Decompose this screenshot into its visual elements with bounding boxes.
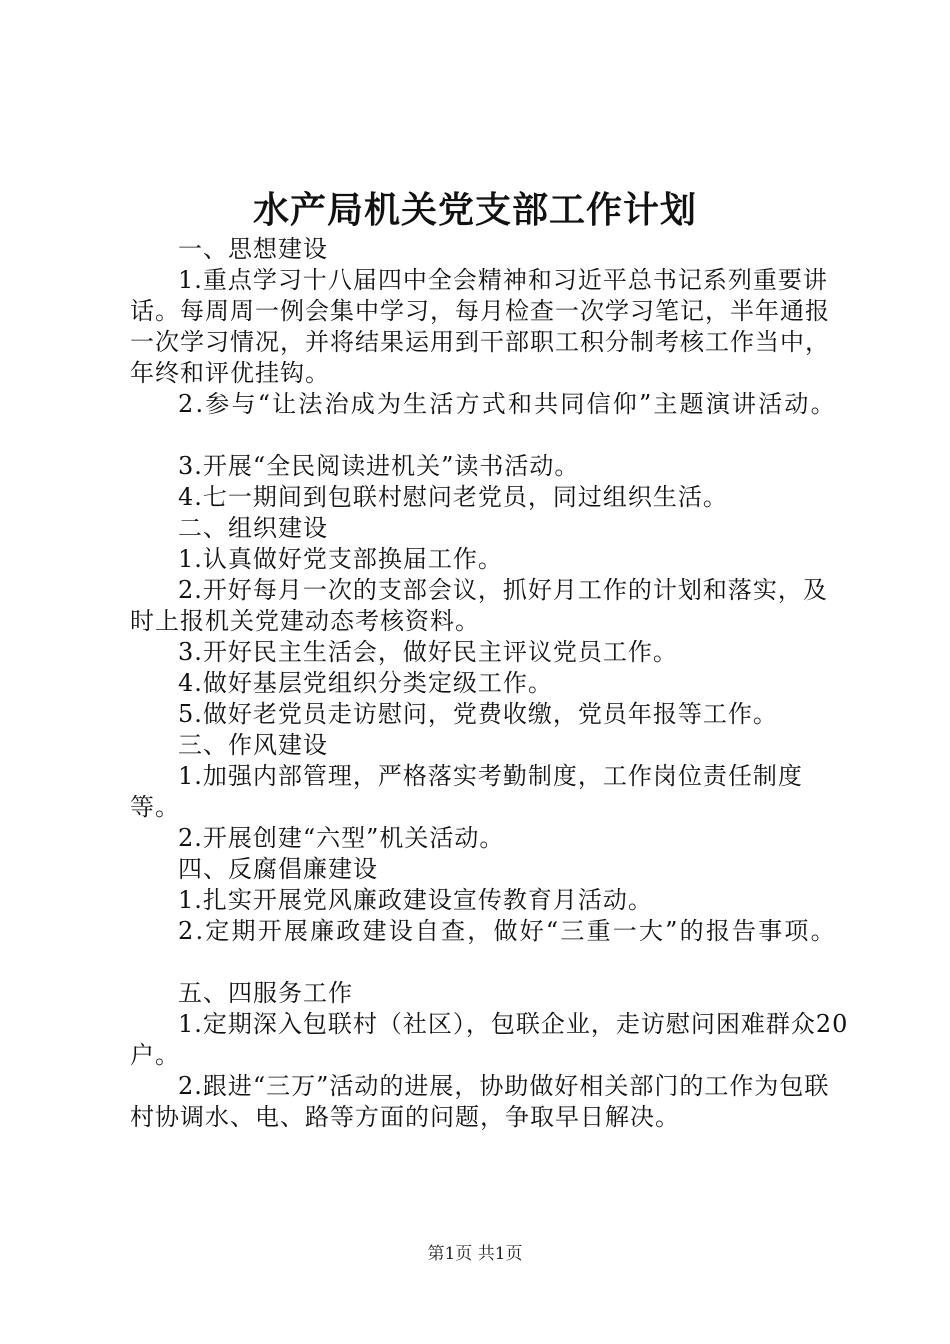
paragraph-six-types: 2.开展创建“六型”机关活动。 <box>178 824 505 852</box>
paragraph-reading-activity: 3.开展“全民阅读进机关”读书活动。 <box>178 452 580 480</box>
paragraph-democratic-life: 3.开好民主生活会，做好民主评议党员工作。 <box>178 638 678 666</box>
document-title: 水产局机关党支部工作计划 <box>252 189 697 231</box>
section-heading-thought: 一、思想建设 <box>178 235 328 263</box>
document-body <box>130 234 850 1133</box>
page-number: 第1页 共1页 <box>427 1244 523 1264</box>
section-heading-organization: 二、组织建设 <box>178 514 328 542</box>
paragraph-grading: 4.做好基层党组织分类定级工作。 <box>178 669 553 697</box>
paragraph-monthly-meeting: 2.开好每月一次的支部会议，抓好月工作的计划和落实，及时上报机关党建动态考核资料。 <box>130 576 828 635</box>
section-heading-style: 三、作风建设 <box>178 731 328 759</box>
paragraph-election: 1.认真做好党支部换届工作。 <box>178 545 503 573</box>
paragraph-speech-activity: 2.参与“让法治成为生活方式和共同信仰”主题演讲活动。 <box>178 390 837 418</box>
paragraph-education-month: 1.扎实开展党风廉政建设宣传教育月活动。 <box>178 886 653 914</box>
paragraph-study: 1.重点学习十八届四中全会精神和习近平总书记系列重要讲话。每周周一例会集中学习，每月检查一次学习笔记，半年通报一次学习情况，并将结果运用到干部职工积分制考核工作当中，年终和评优挂钩。 <box>130 266 830 387</box>
paragraph-self-check: 2.定期开展廉政建设自查，做好“三重一大”的报告事项。 <box>178 917 837 945</box>
paragraph-management: 1.加强内部管理，严格落实考勤制度，工作岗位责任制度等。 <box>130 762 803 821</box>
paragraph-follow-up: 2.跟进“三万”活动的进展，协助做好相关部门的工作为包联村协调水、电、路等方面的问题，争取早日解决。 <box>130 1072 830 1131</box>
paragraph-july-first: 4.七一期间到包联村慰问老党员，同过组织生活。 <box>178 483 728 511</box>
paragraph-visit-households: 1.定期深入包联村（社区），包联企业，走访慰问困难群众20户。 <box>130 1010 849 1069</box>
paragraph-veteran-visits: 5.做好老党员走访慰问，党费收缴，党员年报等工作。 <box>178 700 778 728</box>
section-heading-anticorruption: 四、反腐倡廉建设 <box>178 855 378 883</box>
section-heading-service: 五、四服务工作 <box>178 979 353 1007</box>
